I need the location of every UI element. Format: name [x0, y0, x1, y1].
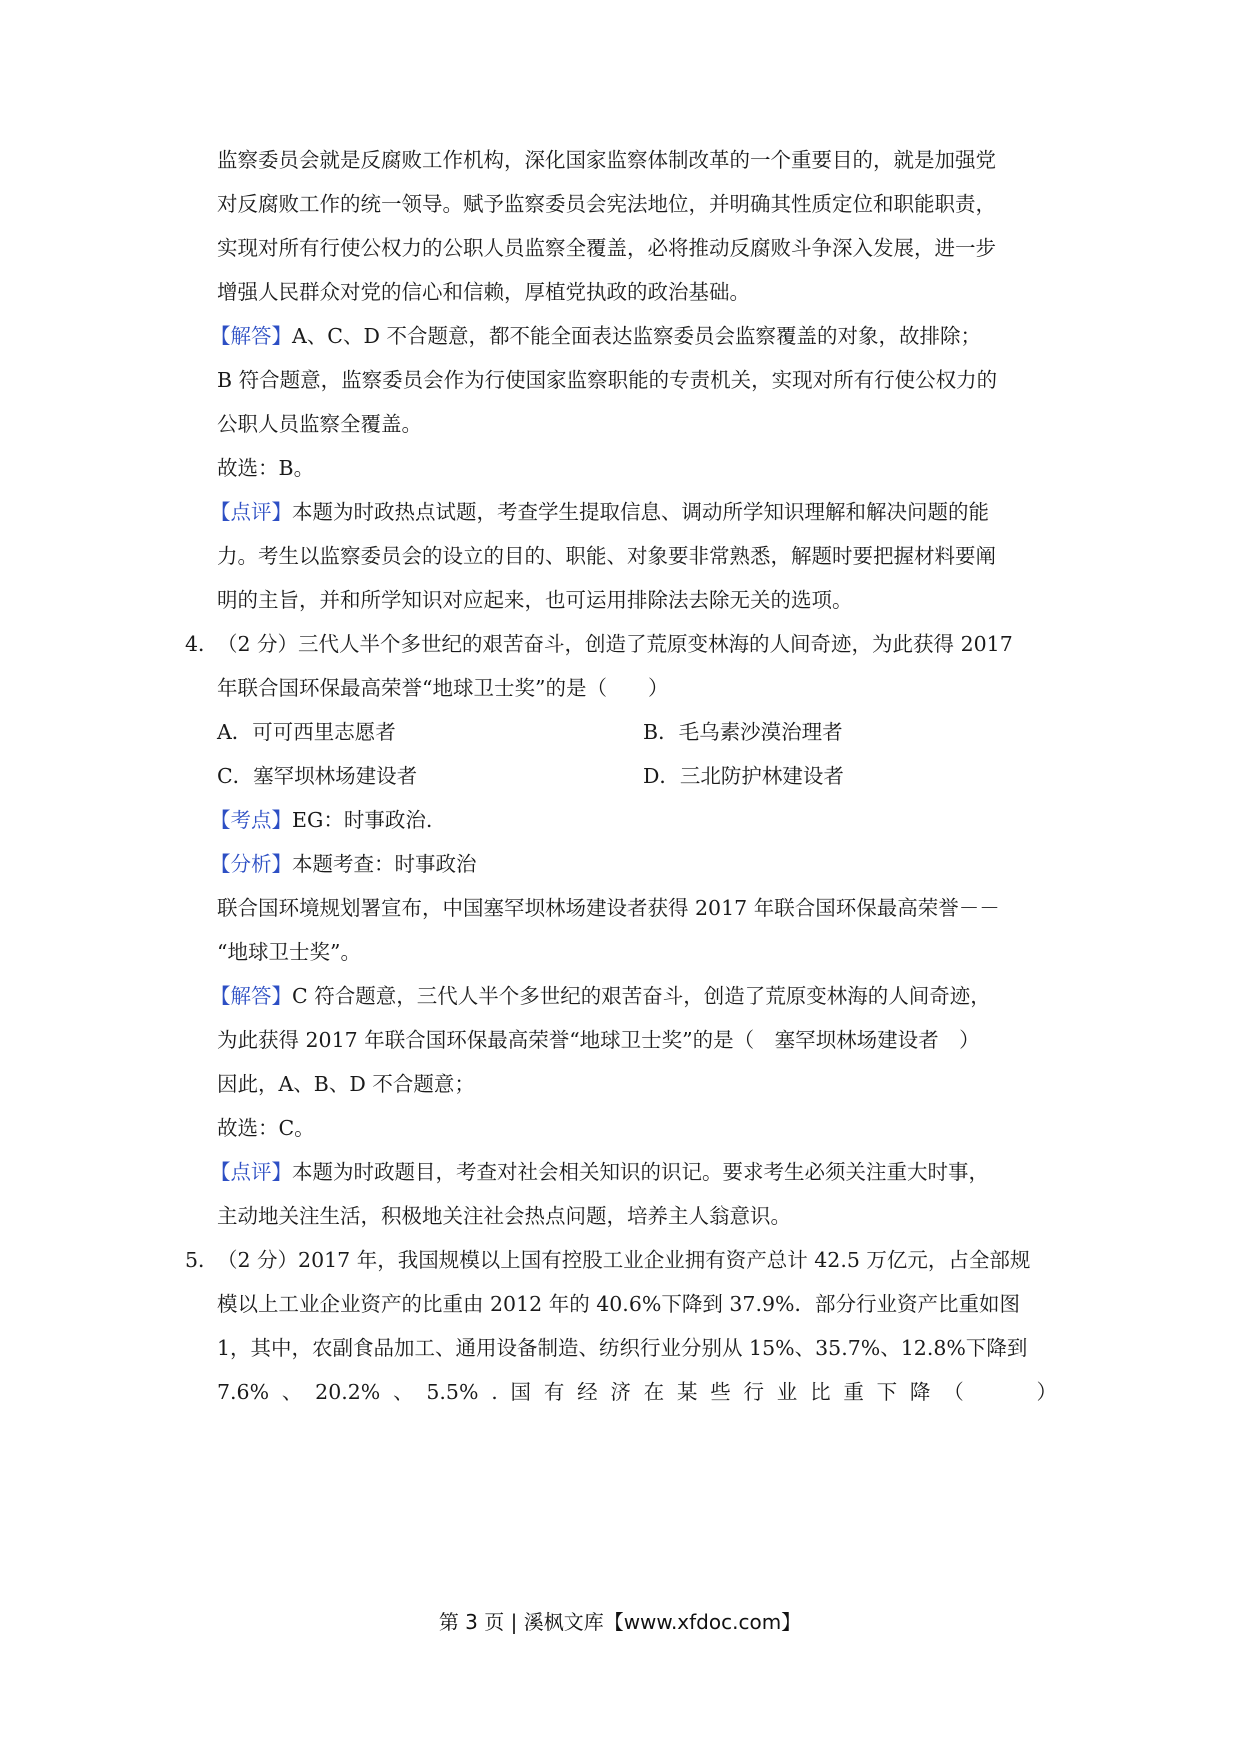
- q5-token: 比: [810, 1380, 831, 1404]
- review-tag: 【点评】: [210, 1160, 292, 1184]
- q3-answer-line-1: [210, 322, 1050, 350]
- q5-number: 5．: [185, 1248, 219, 1272]
- q5-token: 降: [909, 1380, 931, 1404]
- q5-token: 济: [610, 1380, 631, 1404]
- answer-text: A、C、D 不合题意，都不能全面表达监察委员会监察覆盖的对象，故排除；: [292, 324, 981, 348]
- review-text: 本题为时政题目，考查对社会相关知识的识记。要求考生必须关注重大时事，: [292, 1160, 989, 1184]
- q5-token: 5.5%: [426, 1380, 479, 1404]
- q5-token: 下: [876, 1380, 898, 1404]
- q5-token: 7.6%: [217, 1380, 270, 1404]
- point-text: EG：时事政治.: [292, 808, 433, 832]
- q3-review-line-1: [210, 498, 1050, 526]
- review-tag: 【点评】: [210, 500, 292, 524]
- q4-answer-line-1: [210, 982, 1050, 1010]
- q4-option-a: A．可可西里志愿者: [217, 720, 396, 744]
- answer-tag: 【解答】: [210, 324, 292, 348]
- q5-token: 有: [543, 1380, 565, 1404]
- q5-token: 重: [843, 1380, 864, 1404]
- analysis-text: 本题考查：时事政治: [292, 852, 477, 876]
- q4-answer-line-2: 为此获得 2017 年联合国环保最高荣誉“地球卫士奖”的是（ 塞罕坝林场建设者 ）: [217, 1028, 980, 1052]
- q4-answer-line-3: 因此，A、B、D 不合题意；: [217, 1072, 475, 1096]
- answer-tag: 【解答】: [210, 984, 292, 1008]
- q4-analysis-line-3: “地球卫士奖”。: [217, 940, 361, 964]
- q4-choice: 故选：C。: [217, 1116, 315, 1140]
- q5-token: 、: [281, 1380, 303, 1404]
- page-footer: 第 3 页 | 溪枫文库【www.xfdoc.com】: [438, 1610, 802, 1634]
- q5-token: 些: [710, 1380, 731, 1404]
- q5-token: 业: [776, 1380, 798, 1404]
- q5-token: ）: [1036, 1380, 1057, 1404]
- q5-token: 行: [743, 1380, 764, 1404]
- q4-review-line-1: [210, 1158, 1050, 1186]
- q4-option-c: C．塞罕坝林场建设者: [217, 764, 418, 788]
- q3-analysis-line-3: 实现对所有行使公权力的公职人员监察全覆盖，必将推动反腐败斗争深入发展，进一步: [217, 236, 996, 260]
- q4-option-d: D．三北防护林建设者: [643, 764, 844, 788]
- q5-stem-line-2: 模以上工业企业资产的比重由 2012 年的 40.6%下降到 37.9%．部分行业资产比重如图: [217, 1292, 1020, 1316]
- q5-token: （: [943, 1380, 964, 1404]
- q3-answer-line-3: 公职人员监察全覆盖。: [217, 412, 422, 436]
- q4-analysis-line-2: 联合国环境规划署宣布，中国塞罕坝林场建设者获得 2017 年联合国环保最高荣誉－－: [217, 896, 1000, 920]
- q4-number: 4．: [185, 632, 219, 656]
- review-text: 本题为时政热点试题，考查学生提取信息、调动所学知识理解和解决问题的能: [292, 500, 989, 524]
- q3-analysis-line-1: 监察委员会就是反腐败工作机构，深化国家监察体制改革的一个重要目的，就是加强党: [217, 148, 996, 172]
- analysis-tag: 【分析】: [210, 852, 292, 876]
- point-tag: 【考点】: [210, 808, 292, 832]
- q5-token: 、: [393, 1380, 414, 1404]
- q5-token: 国: [510, 1380, 532, 1404]
- q5-token: .: [491, 1380, 498, 1404]
- q5-stem-line-4: [217, 1378, 1057, 1406]
- q3-review-line-2: 力。考生以监察委员会的设立的目的、职能、对象要非常熟悉，解题时要把握材料要阐: [217, 544, 996, 568]
- q3-analysis-line-4: 增强人民群众对党的信心和信赖，厚植党执政的政治基础。: [217, 280, 750, 304]
- q5-token: 某: [676, 1380, 698, 1404]
- answer-text: C 符合题意，三代人半个多世纪的艰苦奋斗，创造了荒原变林海的人间奇迹，: [292, 984, 991, 1008]
- q4-point-line: [210, 806, 1050, 834]
- q3-answer-line-2: B 符合题意，监察委员会作为行使国家监察职能的专责机关，实现对所有行使公权力的: [217, 368, 998, 392]
- q4-stem-line-2: 年联合国环保最高荣誉“地球卫士奖”的是（ ）: [217, 676, 669, 700]
- q4-option-b: B．毛乌素沙漠治理者: [643, 720, 843, 744]
- q3-analysis-line-2: 对反腐败工作的统一领导。赋予监察委员会宪法地位，并明确其性质定位和职能职责，: [217, 192, 996, 216]
- q5-stem-line-1: （2 分）2017 年，我国规模以上国有控股工业企业拥有资产总计 42.5 万亿元，占全部规: [217, 1248, 1031, 1272]
- q4-review-line-2: 主动地关注生活，积极地关注社会热点问题，培养主人翁意识。: [217, 1204, 791, 1228]
- q5-token: 经: [577, 1380, 598, 1404]
- q4-analysis-line-1: [210, 850, 1050, 878]
- q5-token: 在: [643, 1380, 665, 1404]
- q3-review-line-3: 明的主旨，并和所学知识对应起来，也可运用排除法去除无关的选项。: [217, 588, 853, 612]
- q5-token: 20.2%: [315, 1380, 381, 1404]
- q3-choice: 故选：B。: [217, 456, 315, 480]
- q5-stem-line-3: 1，其中，农副食品加工、通用设备制造、纺织行业分别从 15%、35.7%、12.8%下降到: [217, 1336, 1028, 1360]
- q4-stem-line-1: （2 分）三代人半个多世纪的艰苦奋斗，创造了荒原变林海的人间奇迹，为此获得 2017: [217, 632, 1013, 656]
